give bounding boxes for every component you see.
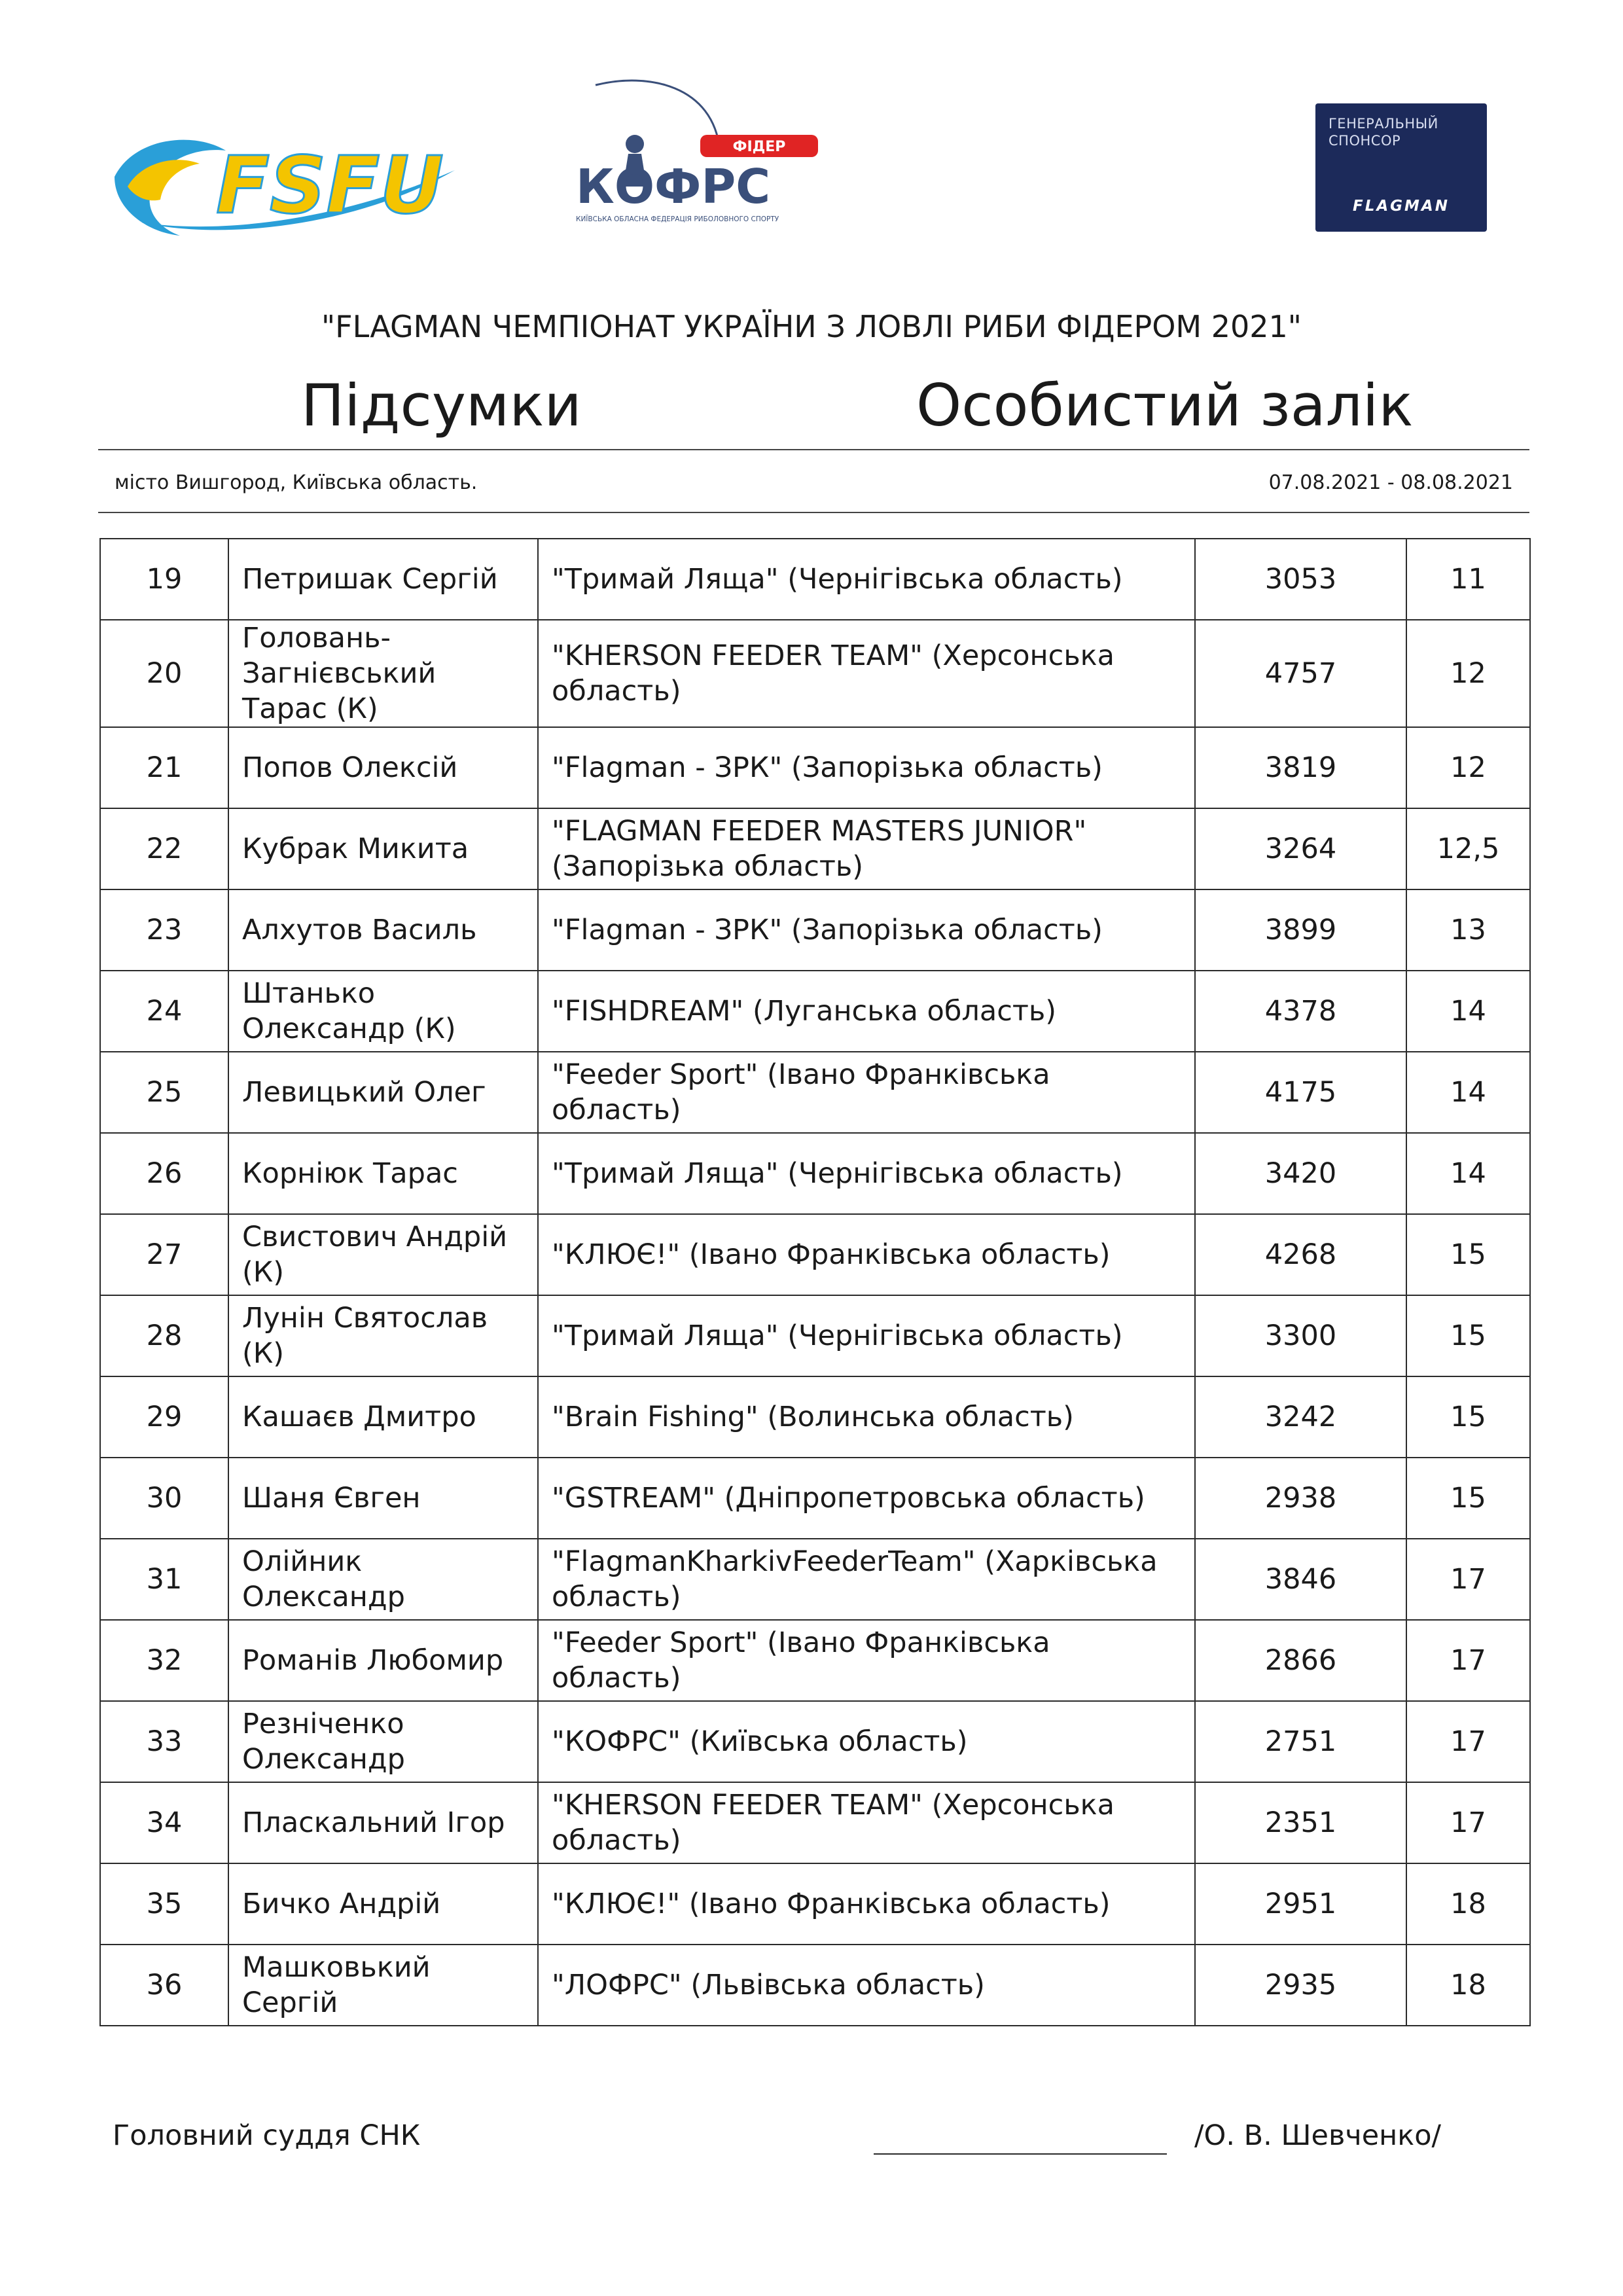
cell-place: 22 bbox=[100, 808, 228, 889]
cell-place: 21 bbox=[100, 727, 228, 808]
event-dates: 07.08.2021 - 08.08.2021 bbox=[1268, 471, 1513, 494]
table-row bbox=[100, 1620, 1530, 1701]
chief-judge-label: Головний суддя СНК bbox=[113, 2119, 421, 2152]
table-row bbox=[100, 1052, 1530, 1133]
fsfu-logo bbox=[101, 124, 461, 242]
cell-points: 12 bbox=[1406, 727, 1530, 808]
cell-place: 35 bbox=[100, 1863, 228, 1945]
cell-points: 15 bbox=[1406, 1458, 1530, 1539]
cell-weight: 2351 bbox=[1195, 1782, 1406, 1863]
cell-weight: 2938 bbox=[1195, 1458, 1406, 1539]
table-row bbox=[100, 1701, 1530, 1782]
cell-weight: 3264 bbox=[1195, 808, 1406, 889]
cell-weight: 2751 bbox=[1195, 1701, 1406, 1782]
cell-points: 15 bbox=[1406, 1376, 1530, 1458]
cell-points: 17 bbox=[1406, 1620, 1530, 1701]
flagman-brand: FLAGMAN bbox=[1353, 198, 1450, 215]
svg-text:КИЇВСЬКА ОБЛАСНА ФЕДЕРАЦІЯ РИБ: КИЇВСЬКА ОБЛАСНА ФЕДЕРАЦІЯ РИБОЛОВНОГО СПОРТУ bbox=[576, 215, 779, 223]
cell-place: 20 bbox=[100, 620, 228, 727]
cell-place: 30 bbox=[100, 1458, 228, 1539]
table-row bbox=[100, 1133, 1530, 1214]
table-row bbox=[100, 1539, 1530, 1620]
cell-place: 29 bbox=[100, 1376, 228, 1458]
cell-team: "КОФРС" (Київська область) bbox=[538, 1701, 1195, 1782]
cell-weight: 3053 bbox=[1195, 539, 1406, 620]
cell-team: "Тримай Ляща" (Чернігівська область) bbox=[538, 539, 1195, 620]
cell-name: Петришак Сергій bbox=[228, 539, 538, 620]
cell-name: Лунін Святослав (К) bbox=[228, 1295, 538, 1376]
individual-standings-heading: Особистий залік bbox=[916, 372, 1414, 439]
cell-weight: 4378 bbox=[1195, 971, 1406, 1052]
cell-place: 33 bbox=[100, 1701, 228, 1782]
cell-place: 32 bbox=[100, 1620, 228, 1701]
svg-text:ФІДЕР: ФІДЕР bbox=[732, 139, 786, 155]
cell-name: Резніченко Олександр bbox=[228, 1701, 538, 1782]
cell-team: "FLAGMAN FEEDER MASTERS JUNIOR" (Запорізька область) bbox=[538, 808, 1195, 889]
cell-points: 14 bbox=[1406, 1052, 1530, 1133]
table-row bbox=[100, 808, 1530, 889]
cell-team: "Brain Fishing" (Волинська область) bbox=[538, 1376, 1195, 1458]
signature-line bbox=[874, 2153, 1167, 2155]
cell-team: "Тримай Ляща" (Чернігівська область) bbox=[538, 1295, 1195, 1376]
cell-name: Романів Любомир bbox=[228, 1620, 538, 1701]
cell-points: 17 bbox=[1406, 1539, 1530, 1620]
table-row bbox=[100, 1295, 1530, 1376]
flagman-sponsor-logo bbox=[1315, 103, 1487, 232]
cell-name: Попов Олексій bbox=[228, 727, 538, 808]
cell-weight: 3420 bbox=[1195, 1133, 1406, 1214]
cell-name: Пласкальний Ігор bbox=[228, 1782, 538, 1863]
sponsor-caption: ГЕНЕРАЛЬНЫЙ СПОНСОР bbox=[1329, 116, 1438, 149]
cell-name: Шаня Євген bbox=[228, 1458, 538, 1539]
cell-weight: 3899 bbox=[1195, 889, 1406, 971]
document-title: "FLAGMAN ЧЕМПІОНАТ УКРАЇНИ З ЛОВЛІ РИБИ ФІДЕРОМ 2021" bbox=[321, 309, 1302, 344]
cell-name: Свистович Андрій (К) bbox=[228, 1214, 538, 1295]
cell-name: Головань-Загнієвський Тарас (К) bbox=[228, 620, 538, 727]
cell-weight: 3300 bbox=[1195, 1295, 1406, 1376]
cell-points: 15 bbox=[1406, 1295, 1530, 1376]
results-heading: Підсумки bbox=[301, 372, 582, 439]
table-row bbox=[100, 1214, 1530, 1295]
divider bbox=[98, 512, 1529, 513]
cell-weight: 4268 bbox=[1195, 1214, 1406, 1295]
cell-points: 11 bbox=[1406, 539, 1530, 620]
cell-name: Кубрак Микита bbox=[228, 808, 538, 889]
cell-team: "FlagmanKharkivFeederTeam" (Харківська область) bbox=[538, 1539, 1195, 1620]
table-row bbox=[100, 620, 1530, 727]
cell-name: Кашаєв Дмитро bbox=[228, 1376, 538, 1458]
cell-team: "KHERSON FEEDER TEAM" (Херсонська область) bbox=[538, 1782, 1195, 1863]
divider bbox=[98, 449, 1529, 450]
cell-team: "GSTREAM" (Дніпропетровська область) bbox=[538, 1458, 1195, 1539]
table-row bbox=[100, 1945, 1530, 2026]
cell-points: 14 bbox=[1406, 971, 1530, 1052]
cell-place: 24 bbox=[100, 971, 228, 1052]
cell-place: 27 bbox=[100, 1214, 228, 1295]
cell-name: Штанько Олександр (К) bbox=[228, 971, 538, 1052]
cell-team: "FISHDREAM" (Луганська область) bbox=[538, 971, 1195, 1052]
cell-points: 13 bbox=[1406, 889, 1530, 971]
cell-weight: 3846 bbox=[1195, 1539, 1406, 1620]
cell-place: 34 bbox=[100, 1782, 228, 1863]
cell-weight: 4175 bbox=[1195, 1052, 1406, 1133]
cell-points: 12,5 bbox=[1406, 808, 1530, 889]
table-row bbox=[100, 1782, 1530, 1863]
cell-name: Алхутов Василь bbox=[228, 889, 538, 971]
cell-points: 12 bbox=[1406, 620, 1530, 727]
cell-team: "ЛОФРС" (Львівська область) bbox=[538, 1945, 1195, 2026]
cell-place: 31 bbox=[100, 1539, 228, 1620]
table-row bbox=[100, 1863, 1530, 1945]
svg-text:КОФРС: КОФРС bbox=[576, 159, 771, 214]
cell-name: Машковький Сергій bbox=[228, 1945, 538, 2026]
cell-points: 17 bbox=[1406, 1782, 1530, 1863]
table-row bbox=[100, 539, 1530, 620]
table-row bbox=[100, 971, 1530, 1052]
cell-weight: 2951 bbox=[1195, 1863, 1406, 1945]
cell-place: 23 bbox=[100, 889, 228, 971]
cell-weight: 2935 bbox=[1195, 1945, 1406, 2026]
cell-team: "Flagman - ЗРК" (Запорізька область) bbox=[538, 727, 1195, 808]
fsfu-logo-text: FSFU bbox=[216, 141, 444, 232]
cell-weight: 3242 bbox=[1195, 1376, 1406, 1458]
cell-points: 14 bbox=[1406, 1133, 1530, 1214]
chief-judge-name: /О. В. Шевченко/ bbox=[1194, 2119, 1442, 2152]
table-row bbox=[100, 727, 1530, 808]
cell-points: 15 bbox=[1406, 1214, 1530, 1295]
results-table bbox=[99, 538, 1531, 2026]
cell-points: 18 bbox=[1406, 1945, 1530, 2026]
cell-team: "Тримай Ляща" (Чернігівська область) bbox=[538, 1133, 1195, 1214]
kofrs-logo bbox=[569, 72, 831, 229]
cell-team: "Feeder Sport" (Івано Франківська область) bbox=[538, 1052, 1195, 1133]
cell-place: 19 bbox=[100, 539, 228, 620]
cell-name: Олійник Олександр bbox=[228, 1539, 538, 1620]
cell-weight: 4757 bbox=[1195, 620, 1406, 727]
table-row bbox=[100, 889, 1530, 971]
table-row bbox=[100, 1376, 1530, 1458]
cell-name: Левицький Олег bbox=[228, 1052, 538, 1133]
cell-team: "КЛЮЄ!" (Івано Франківська область) bbox=[538, 1863, 1195, 1945]
cell-place: 26 bbox=[100, 1133, 228, 1214]
cell-place: 28 bbox=[100, 1295, 228, 1376]
cell-place: 36 bbox=[100, 1945, 228, 2026]
cell-team: "Feeder Sport" (Івано Франківська область) bbox=[538, 1620, 1195, 1701]
table-row bbox=[100, 1458, 1530, 1539]
cell-team: "KHERSON FEEDER TEAM" (Херсонська область) bbox=[538, 620, 1195, 727]
cell-team: "КЛЮЄ!" (Івано Франківська область) bbox=[538, 1214, 1195, 1295]
cell-weight: 3819 bbox=[1195, 727, 1406, 808]
cell-weight: 2866 bbox=[1195, 1620, 1406, 1701]
cell-name: Бичко Андрій bbox=[228, 1863, 538, 1945]
cell-team: "Flagman - ЗРК" (Запорізька область) bbox=[538, 889, 1195, 971]
cell-place: 25 bbox=[100, 1052, 228, 1133]
cell-name: Корнiюк Тарас bbox=[228, 1133, 538, 1214]
location: місто Вишгород, Київська область. bbox=[115, 471, 478, 494]
cell-points: 18 bbox=[1406, 1863, 1530, 1945]
cell-points: 17 bbox=[1406, 1701, 1530, 1782]
